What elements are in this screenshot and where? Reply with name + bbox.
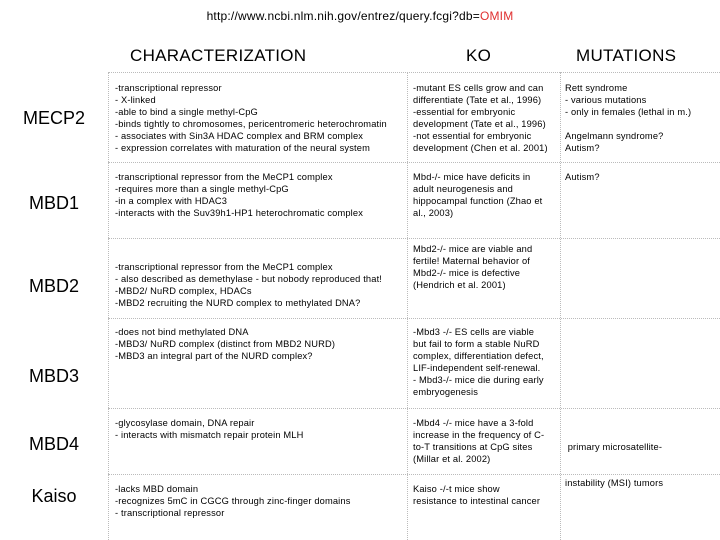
text-line: differentiate (Tate et al., 1996): [413, 94, 542, 105]
text-line: - various mutations: [565, 94, 647, 105]
mbd3-ko: [413, 327, 561, 398]
text-line: adult neurogenesis and: [413, 183, 513, 194]
text-line: - also described as demethylase - but nobody reproduced that!: [115, 273, 383, 284]
source-url[interactable]: [0, 9, 720, 23]
kaiso-characterization: [115, 484, 405, 520]
text-line: Mbd2-/- mice is defective: [413, 267, 521, 278]
text-line: primary microsatellite-: [565, 441, 663, 452]
text-line: -MBD2/ NuRD complex, HDACs: [115, 285, 252, 296]
text-line: [565, 119, 717, 131]
text-line: (Hendrich et al. 2001): [413, 279, 506, 290]
text-line: hippocampal function (Zhao et: [413, 195, 543, 206]
text-line: Autism?: [565, 142, 600, 153]
text-line: -interacts with the Suv39h1-HP1 heterochromatic complex: [115, 207, 364, 218]
row-divider: [108, 408, 720, 409]
text-line: -glycosylase domain, DNA repair: [115, 418, 255, 428]
text-line: increase in the frequency of C-: [413, 429, 545, 440]
gene-mbd4: MBD4: [28, 434, 79, 454]
source-url-prefix: http://www.ncbi.nlm.nih.gov/entrez/query.fcgi?db=: [206, 9, 480, 23]
text-line: Rett syndrome: [565, 83, 628, 93]
text-line: -Mbd4 -/- mice have a 3-fold: [413, 418, 534, 428]
text-line: complex, differentiation defect,: [413, 350, 544, 361]
text-line: - transcriptional repressor: [115, 507, 225, 518]
text-line: development (Tate et al., 1996): [413, 118, 546, 129]
text-line: -MBD3/ NuRD complex (distinct from MBD2 NURD): [115, 338, 336, 349]
text-line: -in a complex with HDAC3: [115, 195, 228, 206]
kaiso-ko: [413, 484, 561, 508]
text-line: Kaiso -/-t mice show: [413, 484, 500, 494]
text-line: fertile! Maternal behavior of: [413, 255, 531, 266]
text-line: Angelmann syndrome?: [565, 130, 664, 141]
row-divider: [108, 238, 720, 239]
text-line: - associates with Sin3A HDAC complex and BRM complex: [115, 130, 364, 141]
text-line: but fail to form a stable NuRD: [413, 338, 540, 349]
mbd1-ko: [413, 172, 561, 220]
text-line: Mbd-/- mice have deficits in: [413, 172, 531, 182]
text-line: -not essential for embryonic: [413, 130, 532, 141]
gene-mecp2: MECP2: [22, 108, 85, 128]
text-line: -essential for embryonic: [413, 106, 516, 117]
row-divider: [108, 72, 720, 73]
text-line: -MBD3 an integral part of the NURD complex?: [115, 350, 313, 361]
column-divider: [108, 72, 109, 540]
row-divider: [108, 318, 720, 319]
text-line: -requires more than a single methyl-CpG: [115, 183, 289, 194]
header-characterization: CHARACTERIZATION: [130, 46, 307, 65]
text-line: development (Chen et al. 2001): [413, 142, 548, 153]
mecp2-characterization: [115, 83, 405, 154]
mbd2-ko: [413, 244, 561, 292]
source-url-database: OMIM: [479, 9, 514, 23]
text-line: - expression correlates with maturation of the neural system: [115, 142, 370, 153]
gene-kaiso: Kaiso: [31, 486, 77, 506]
text-line: -transcriptional repressor from the MeCP1 complex: [115, 172, 333, 182]
text-line: -transcriptional repressor from the MeCP1 complex: [115, 262, 333, 272]
text-line: to-T transitions at CpG sites: [413, 441, 533, 452]
mbd4-characterization: [115, 418, 405, 442]
text-line: -binds tightly to chromosomes, pericentromeric heterochromatin: [115, 118, 387, 129]
mecp2-ko: [413, 83, 561, 154]
text-line: - only in females (lethal in m.): [565, 106, 692, 117]
text-line: -able to bind a single methyl-CpG: [115, 106, 258, 117]
text-line: embryogenesis: [413, 386, 478, 397]
text-line: - X-linked: [115, 94, 156, 105]
text-line: -Mbd3 -/- ES cells are viable: [413, 327, 535, 337]
text-line: -recognizes 5mC in CGCG through zinc-finger domains: [115, 495, 351, 506]
gene-mbd3: MBD3: [28, 366, 79, 386]
text-line: Autism?: [565, 172, 600, 182]
text-line: Mbd2-/- mice are viable and: [413, 244, 533, 254]
header-mutations: MUTATIONS: [576, 46, 677, 65]
text-line: -does not bind methylated DNA: [115, 327, 249, 337]
gene-mbd2: MBD2: [28, 276, 79, 296]
mbd4-ko: [413, 418, 561, 466]
text-line: -MBD2 recruiting the NURD complex to methylated DNA?: [115, 297, 361, 308]
mbd1-characterization: [115, 172, 405, 220]
text-line: -lacks MBD domain: [115, 484, 199, 494]
header-ko: KO: [466, 46, 492, 65]
text-line: resistance to intestinal cancer: [413, 495, 541, 506]
mbd4-mutations: [565, 418, 717, 501]
column-divider: [407, 72, 408, 540]
text-line: LIF-independent self-renewal.: [413, 362, 541, 373]
text-line: - interacts with mismatch repair protein MLH: [115, 429, 304, 440]
text-line: al., 2003): [413, 207, 454, 218]
mbd3-characterization: [115, 327, 405, 363]
mecp2-mutations: [565, 83, 717, 154]
mbd2-characterization: [115, 262, 405, 310]
text-line: (Millar et al. 2002): [413, 453, 491, 464]
text-line: instability (MSI) tumors: [565, 477, 664, 488]
text-line: -transcriptional repressor: [115, 83, 222, 93]
row-divider: [108, 162, 720, 163]
text-line: -mutant ES cells grow and can: [413, 83, 544, 93]
gene-mbd1: MBD1: [28, 193, 79, 213]
mbd1-mutations: [565, 172, 717, 184]
text-line: - Mbd3-/- mice die during early: [413, 374, 544, 385]
